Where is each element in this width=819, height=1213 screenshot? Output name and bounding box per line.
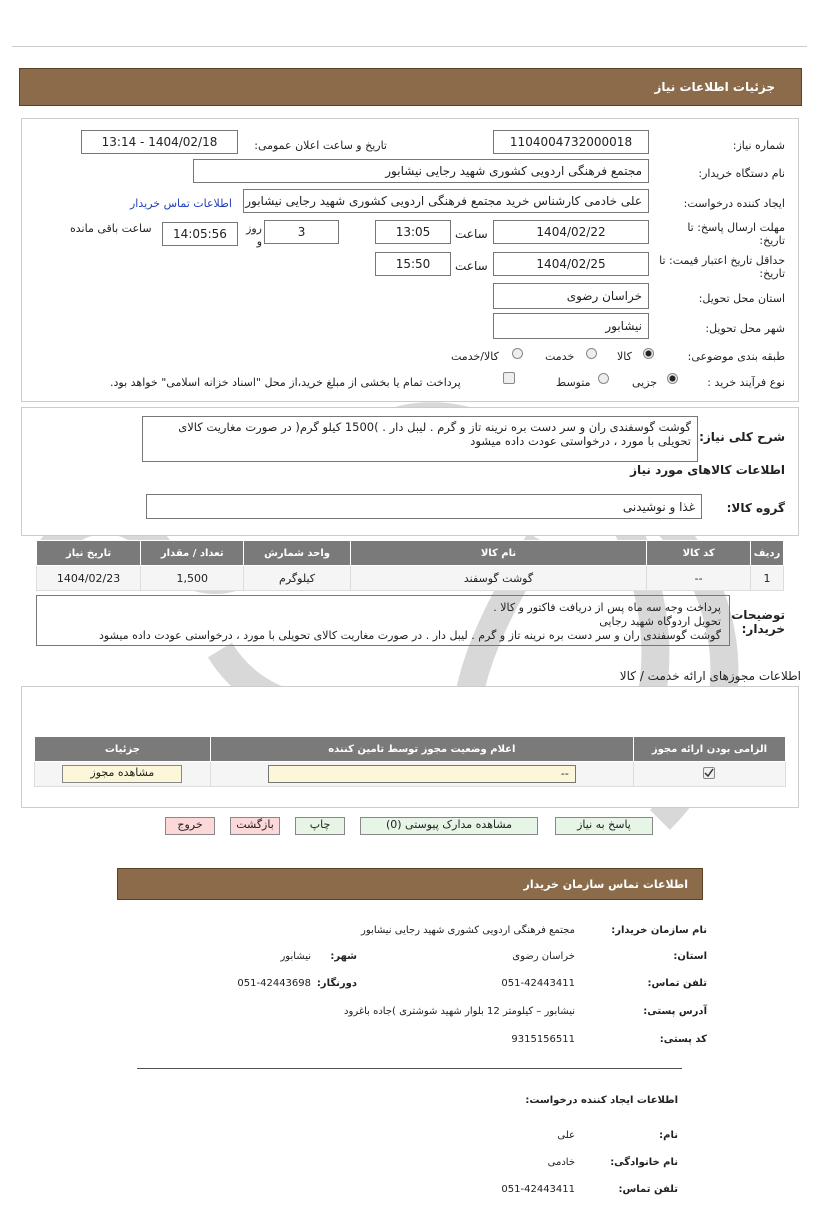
- check-icon: [704, 768, 714, 778]
- process-medium-label: متوسط: [556, 376, 591, 389]
- process-label: نوع فرآیند خرید :: [707, 376, 785, 389]
- cell-qty: 1,500: [141, 566, 244, 591]
- remaining-time-label: ساعت باقی مانده: [70, 222, 152, 235]
- description-label: شرح کلی نیاز:: [699, 430, 785, 444]
- contact-province-label: استان:: [673, 951, 707, 962]
- city-label: شهر محل تحویل:: [705, 322, 785, 335]
- postal-value: 9315156511: [511, 1034, 575, 1045]
- print-button[interactable]: چاپ: [295, 817, 345, 835]
- page-title: جزئیات اطلاعات نیاز: [654, 80, 775, 94]
- province-label: استان محل تحویل:: [698, 292, 785, 305]
- cell-date: 1404/02/23: [37, 566, 141, 591]
- contact-header: [117, 868, 703, 900]
- category-label: طبقه بندی موضوعی:: [687, 350, 785, 363]
- category-service-radio[interactable]: [586, 348, 597, 359]
- validity-time-field: 15:50: [375, 252, 451, 276]
- category-goods-label: کالا: [617, 350, 632, 363]
- creator-name-label: نام:: [659, 1130, 678, 1141]
- need-number-label: شماره نیاز:: [732, 139, 785, 152]
- permit-required-cell: [633, 762, 785, 787]
- validity-label: حداقل تاریخ اعتبار قیمت: تا تاریخ:: [659, 254, 785, 280]
- col-qty: تعداد / مقدار: [141, 541, 244, 566]
- validity-time-label: ساعت: [455, 259, 488, 273]
- permit-required-checkbox: [703, 767, 715, 779]
- creator-phone-value: 051-42443411: [501, 1184, 575, 1195]
- deadline-time-label: ساعت: [455, 227, 488, 241]
- category-service-label: خدمت: [545, 350, 575, 363]
- contact-fax-label: دورنگار:: [316, 978, 357, 989]
- deadline-date-field: 1404/02/22: [493, 220, 649, 244]
- attachments-button[interactable]: مشاهده مدارک پیوستی (0): [360, 817, 538, 835]
- announce-label: تاریخ و ساعت اعلان عمومی:: [254, 139, 387, 152]
- col-code: کد کالا: [647, 541, 751, 566]
- col-permit-details: جزئیات: [35, 737, 211, 762]
- creator-info-title: اطلاعات ایجاد کننده درخواست:: [525, 1095, 678, 1106]
- category-goods-service-label: کالا/خدمت: [451, 350, 499, 363]
- cell-row: 1: [751, 566, 784, 591]
- description-field: گوشت گوسفندی ران و سر دست بره نرینه تاز و گرم . لیبل دار . )1500 کیلو گرم( در صورت مغاریت کالای تحویلی با مورد ، درخواستی عودت داده میشود: [142, 416, 698, 462]
- validity-date-field: 1404/02/25: [493, 252, 649, 276]
- creator-phone-label: تلفن تماس:: [618, 1184, 678, 1195]
- permits-title: اطلاعات مجوزهای ارائه خدمت / کالا: [619, 669, 801, 683]
- deadline-time-field: 13:05: [375, 220, 451, 244]
- goods-table: [36, 540, 784, 591]
- contact-city-label: شهر:: [330, 951, 357, 962]
- view-permit-button[interactable]: مشاهده مجوز: [62, 765, 182, 783]
- buyer-notes-label: توضیحات خریدار:: [731, 608, 785, 636]
- back-button[interactable]: بازگشت: [230, 817, 280, 835]
- creator-name-value: علی: [557, 1130, 575, 1141]
- permit-status-field: --: [268, 765, 576, 783]
- deadline-label: مهلت ارسال پاسخ: تا تاریخ:: [687, 221, 785, 247]
- buyer-label: نام دستگاه خریدار:: [698, 167, 785, 180]
- buyer-notes-box: [36, 595, 730, 646]
- creator-field: علی خادمی کارشناس خرید مجتمع فرهنگی اردویی کشوری شهید رجایی نیشابور: [243, 189, 649, 213]
- creator-label: ایجاد کننده درخواست:: [683, 197, 785, 210]
- buyer-note-line: پرداخت وجه سه ماه پس از دریافت فاکتور و کالا .: [493, 601, 721, 614]
- creator-family-value: خادمی: [547, 1157, 575, 1168]
- announce-field: 1404/02/18 - 13:14: [81, 130, 238, 154]
- contact-city-value: نیشابور: [280, 951, 311, 962]
- goods-group-label: گروه کالا:: [726, 501, 785, 515]
- reply-button[interactable]: پاسخ به نیاز: [555, 817, 653, 835]
- cell-unit: کیلوگرم: [244, 566, 350, 591]
- top-divider: [12, 46, 807, 47]
- category-goods-service-radio[interactable]: [512, 348, 523, 359]
- contact-phone-value: 051-42443411: [501, 978, 575, 989]
- org-label: نام سازمان خریدار:: [611, 925, 707, 936]
- buyer-note-line: گوشت گوسفندی ران و سر دست بره نرینه تاز و گرم . لیبل دار . در صورت مغاریت کالای تحویلی با مورد ، درخواستی عودت داده میشود: [99, 629, 721, 642]
- org-value: مجتمع فرهنگی اردویی کشوری شهید رجایی نیشابور: [361, 925, 575, 936]
- permits-table: [34, 736, 786, 787]
- days-remaining-field: 3: [264, 220, 339, 244]
- contact-divider: [137, 1068, 682, 1069]
- cell-name: گوشت گوسفند: [350, 566, 646, 591]
- process-medium-radio[interactable]: [598, 373, 609, 384]
- postal-label: کد پستی:: [659, 1034, 707, 1045]
- need-number-field: 1104004732000018: [493, 130, 649, 154]
- creator-family-label: نام خانوادگی:: [610, 1157, 678, 1168]
- contact-fax-value: 051-42443698: [237, 978, 311, 989]
- page-header: [19, 68, 802, 106]
- col-name: نام کالا: [350, 541, 646, 566]
- col-date: تاریخ نیاز: [37, 541, 141, 566]
- col-permit-required: الزامی بودن ارائه مجوز: [633, 737, 785, 762]
- goods-info-title: اطلاعات کالاهای مورد نیاز: [630, 463, 785, 477]
- contact-title: اطلاعات تماس سازمان خریدار: [523, 878, 688, 891]
- address-label: آدرس پستی:: [643, 1006, 707, 1017]
- table-row: [35, 762, 786, 787]
- buyer-note-line: تحویل اردوگاه شهید رجایی: [599, 615, 721, 628]
- permits-table-header: [35, 737, 786, 762]
- treasury-payment-note: پرداخت تمام یا بخشی از مبلغ خرید،از محل "اسناد خزانه اسلامی" خواهد بود.: [110, 376, 461, 389]
- exit-button[interactable]: خروج: [165, 817, 215, 835]
- treasury-payment-checkbox[interactable]: [503, 372, 515, 384]
- cell-code: --: [647, 566, 751, 591]
- process-minor-label: جزیی: [632, 376, 658, 389]
- buyer-field: مجتمع فرهنگی اردویی کشوری شهید رجایی نیشابور: [193, 159, 649, 183]
- province-field: خراسان رضوی: [493, 283, 649, 309]
- table-row: [37, 566, 784, 591]
- goods-table-header: [37, 541, 784, 566]
- remaining-time-field: 14:05:56: [162, 222, 238, 246]
- process-minor-radio[interactable]: [667, 373, 678, 384]
- goods-group-field: غذا و نوشیدنی: [146, 494, 702, 519]
- category-goods-radio[interactable]: [643, 348, 654, 359]
- col-permit-status: اعلام وضعیت مجوز توسط تامین کننده: [210, 737, 633, 762]
- contact-province-value: خراسان رضوی: [512, 951, 575, 962]
- buyer-contact-link[interactable]: اطلاعات تماس خریدار: [130, 197, 232, 210]
- contact-phone-label: تلفن تماس:: [647, 978, 707, 989]
- col-unit: واحد شمارش: [244, 541, 350, 566]
- days-label: روز و: [246, 222, 262, 248]
- address-value: نیشابور – کیلومتر 12 بلوار شهید شوشتری )جاده باغرود: [344, 1006, 575, 1017]
- col-row: ردیف: [751, 541, 784, 566]
- permit-details-cell: [35, 762, 211, 787]
- city-field: نیشابور: [493, 313, 649, 339]
- permit-status-cell: [210, 762, 633, 787]
